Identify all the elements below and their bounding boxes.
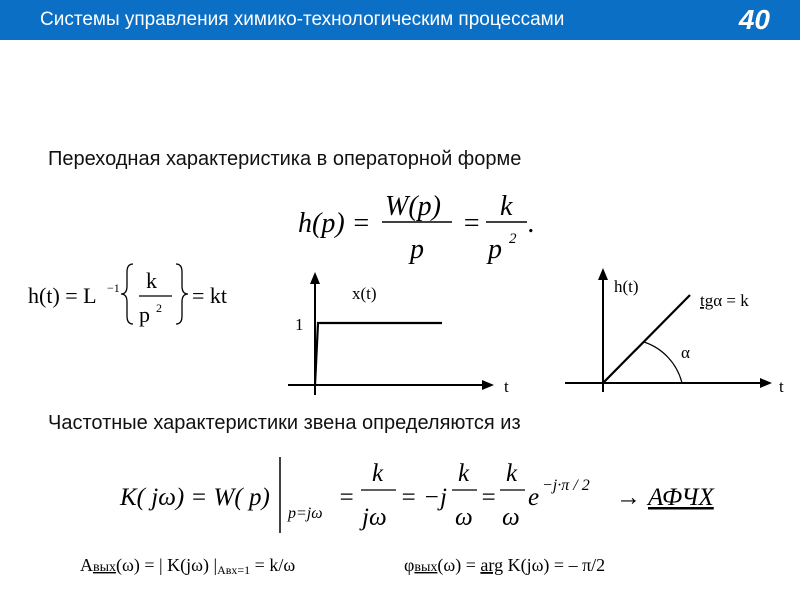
freq-eq2: = −j <box>400 484 447 511</box>
ht-den: p <box>139 302 150 327</box>
graph-h-ylabel: h(t) <box>614 277 639 296</box>
hp-frac2-den: p <box>488 234 502 265</box>
ht-lhs: h(t) = L <box>28 283 97 308</box>
freq-f2-den: ω <box>455 504 473 531</box>
ht-den-exp: 2 <box>156 301 162 315</box>
ht-lhs-exp: −1 <box>107 281 120 295</box>
ht-num: k <box>146 268 157 293</box>
slide-number: 40 <box>738 4 770 35</box>
heading-frequency-response: Частотные характеристики звена определяются из <box>48 412 521 434</box>
graph-x-ylabel: x(t) <box>352 284 377 303</box>
graph-h-annotation: tgα = k <box>700 291 749 310</box>
freq-result: АФЧХ <box>648 484 714 511</box>
hp-end: . <box>528 208 535 239</box>
freq-arrow: → <box>616 484 641 511</box>
freq-f2-num: k <box>458 460 470 487</box>
freq-f1-den: jω <box>362 504 387 531</box>
formula-amplitude: Авых(ω) = | K(jω) |Авх=1 = k/ω <box>80 555 296 577</box>
freq-exp-power: −j·π / 2 <box>542 477 590 494</box>
graph-x-xlabel: t <box>504 377 509 396</box>
freq-subst: p=jω <box>288 505 323 522</box>
freq-exp-base: e <box>528 484 540 511</box>
ht-rhs: = kt <box>192 283 228 308</box>
hp-eq: = <box>462 208 481 239</box>
graph-x-tick: 1 <box>295 315 304 334</box>
header-title: Системы управления химико-технологическим процессами <box>40 9 565 30</box>
heading-transient-response: Переходная характеристика в операторной форме <box>48 148 522 170</box>
freq-eq3: = <box>480 484 497 511</box>
hp-frac1-num: W(p) <box>385 191 441 222</box>
freq-lhs: K( jω) = W( p) <box>120 484 270 511</box>
freq-eq1: = <box>338 484 355 511</box>
graph-h-angle: α <box>681 343 690 362</box>
formula-phase: φвых(ω) = arg K(jω) = – π/2 <box>404 555 606 575</box>
freq-f1-num: k <box>372 460 384 487</box>
freq-f3-den: ω <box>502 504 520 531</box>
graph-h-xlabel: t <box>779 377 784 396</box>
hp-frac1-den: p <box>410 234 424 265</box>
freq-f3-num: k <box>506 460 518 487</box>
hp-frac2-num: k <box>500 191 513 222</box>
hp-lhs: h(p) = <box>298 208 371 239</box>
hp-den-exp: 2 <box>509 231 517 247</box>
